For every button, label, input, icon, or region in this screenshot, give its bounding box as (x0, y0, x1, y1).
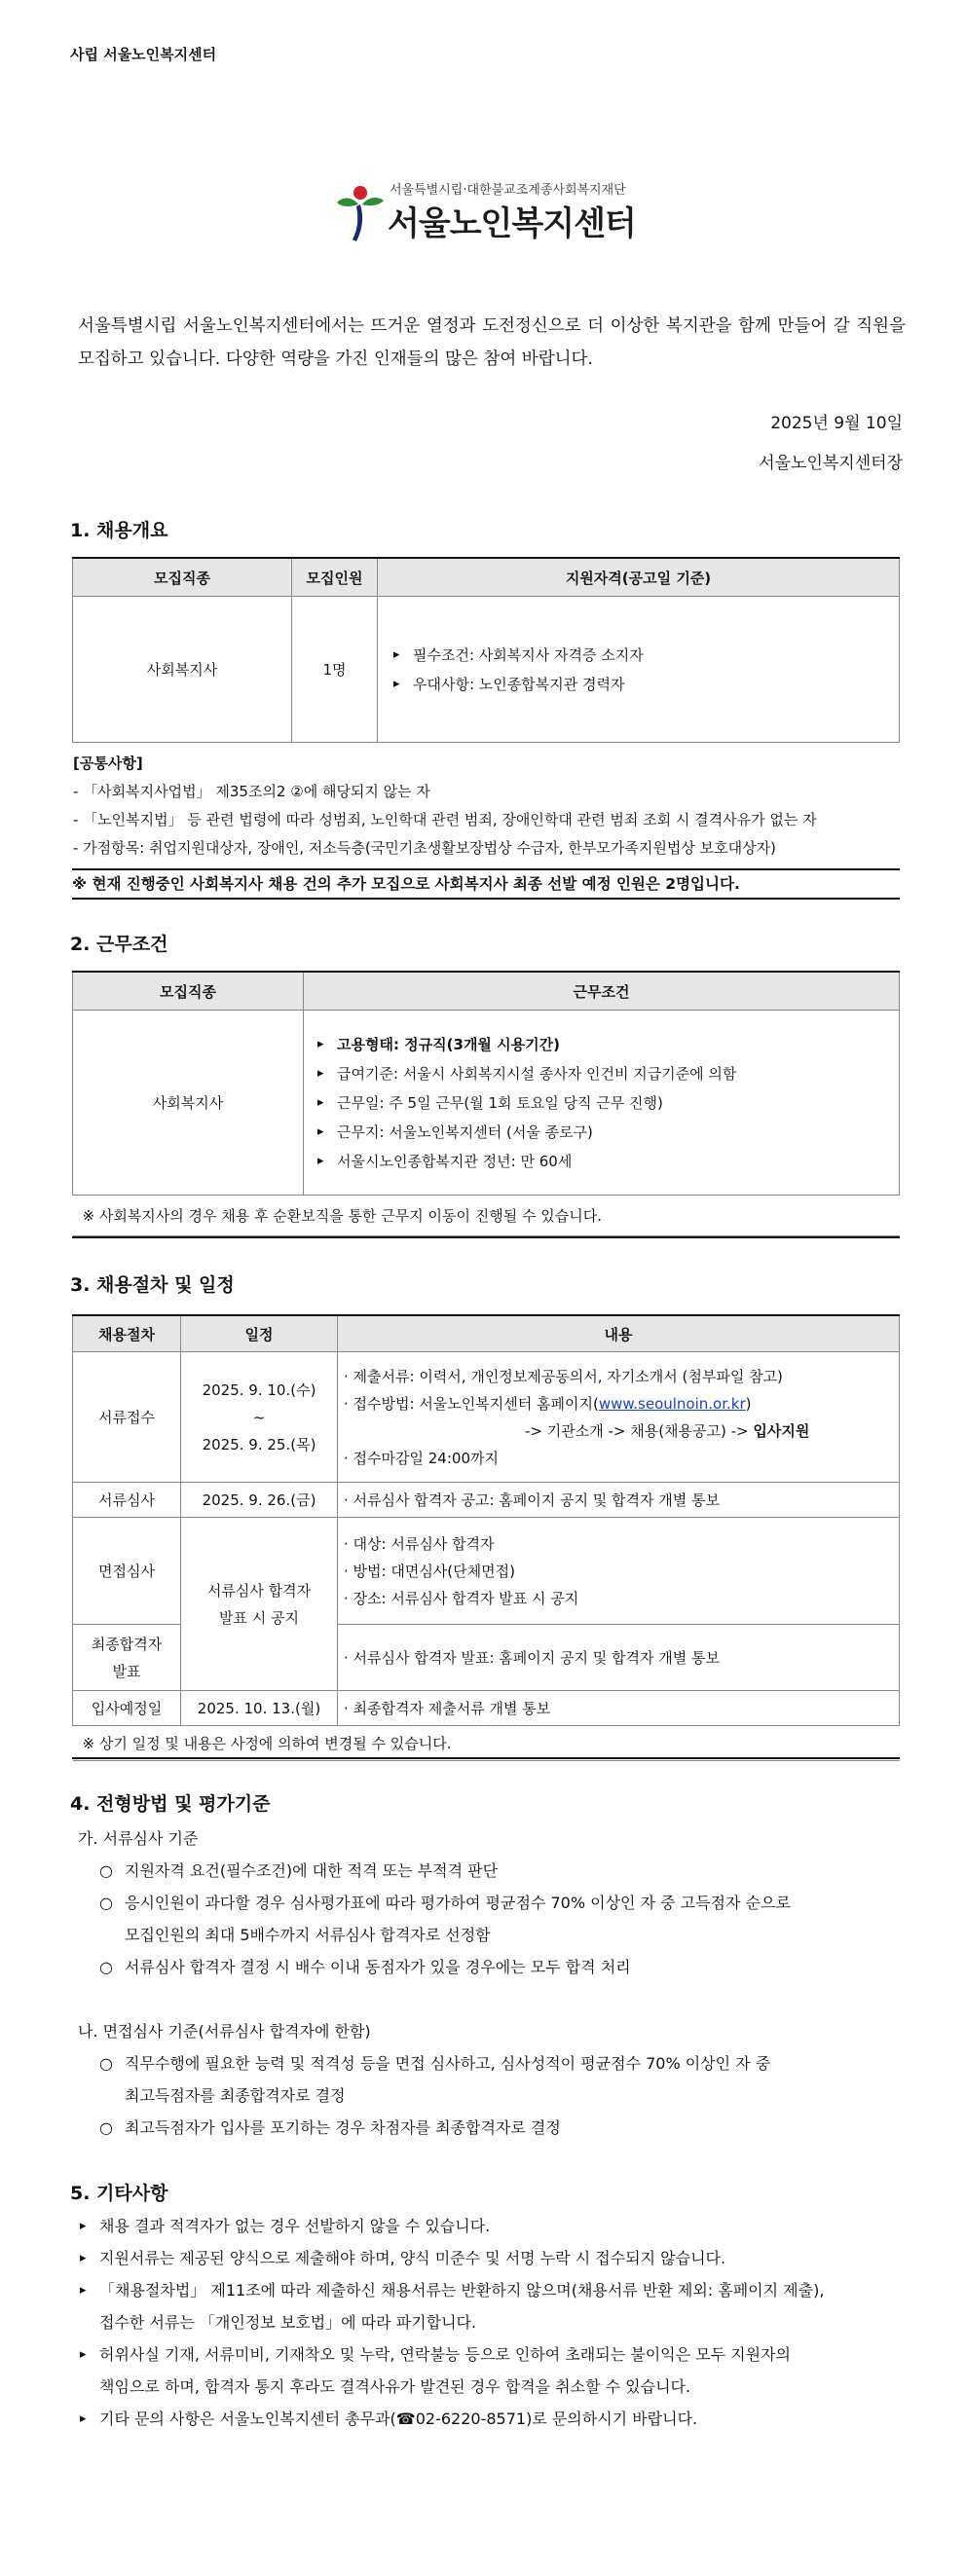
criteria-list (78, 1855, 906, 1983)
content-line: · 방법: 대면심사(단체면접) (344, 1562, 515, 1580)
step-line: 발표 (112, 1662, 141, 1680)
note-item: ▸ 채용 결과 적격자가 없는 경우 선발하지 않을 수 있습니다. (78, 2210, 906, 2242)
criteria-item-cont: 모집인원의 최대 5배수까지 서류심사 합격자로 선정함 (125, 1926, 491, 1944)
th-job: 모집직종 (73, 558, 292, 597)
common-item: - 가점항목: 취업지원대상자, 장애인, 저소득층(국민기초생활보장법상 수급자, 한부모가족지원법상 보호대상자) (73, 839, 776, 857)
qual-item: ▸ 우대사항: 노인종합복지관 경력자 (391, 670, 898, 699)
note-item (78, 2338, 906, 2403)
td-date (181, 1518, 338, 1691)
td-content: · 서류심사 합격자 공고: 홈페이지 공지 및 합격자 개별 통보 (338, 1483, 900, 1518)
qual-item: ▸ 필수조건: 사회복지사 자격증 소지자 (391, 641, 898, 670)
issuer: 서울노인복지센터장 (759, 454, 903, 473)
condition-item: ▸ 서울시노인종합복지관 정년: 만 60세 (316, 1147, 898, 1176)
th-content: 내용 (338, 1315, 900, 1352)
top-label: 사립 서울노인복지센터 (70, 46, 217, 63)
criteria-item: ○ 지원자격 요건(필수조건)에 대한 적격 또는 부적격 판단 (99, 1855, 906, 1887)
date-line: 발표 시 공지 (219, 1608, 299, 1627)
divider (72, 898, 900, 900)
section4-title: 4. 전형방법 및 평가기준 (70, 1793, 271, 1815)
td-content (338, 1352, 900, 1483)
content-line: · 장소: 서류심사 합격자 발표 시 공지 (344, 1589, 579, 1607)
section5-title: 5. 기타사항 (70, 2183, 168, 2204)
divider (72, 1236, 900, 1238)
logo (331, 175, 643, 253)
criteria-item: ○ 응시인원이 과다할 경우 심사평가표에 따라 평가하여 평균점수 70% 이상인 자 중 고득점자 순으로 (99, 1887, 906, 1919)
other-notes (78, 2210, 906, 2435)
td-step: 면접심사 (73, 1518, 181, 1625)
th-step: 채용절차 (73, 1315, 181, 1352)
td-content: · 서류심사 합격자 발표: 홈페이지 공지 및 합격자 개별 통보 (338, 1625, 900, 1691)
date-end: 2025. 9. 25.(목) (202, 1435, 316, 1454)
common-title: [공통사항] (73, 754, 143, 772)
td-content: · 최종합격자 제출서류 개별 통보 (338, 1691, 900, 1726)
divider (72, 1757, 900, 1759)
td-date (181, 1352, 338, 1483)
th-date: 일정 (181, 1315, 338, 1352)
th-job: 모집직종 (73, 972, 304, 1011)
td-step: 서류접수 (73, 1352, 181, 1483)
criteria-list (78, 2047, 906, 2144)
condition-item: ▸ 고용형태: 정규직(3개월 시용기간) (316, 1030, 898, 1059)
condition-item: ▸ 급여기준: 서울시 사회복지시설 종사자 인건비 지급기준에 의함 (316, 1059, 898, 1088)
note-line: 접수한 서류는 「개인정보 보호법」에 따라 파기합니다. (99, 2313, 477, 2332)
section1-title: 1. 채용개요 (70, 520, 168, 541)
td-job: 사회복지사 (73, 1011, 304, 1196)
content-line: · 접수마감일 24:00까지 (344, 1449, 499, 1467)
content-line (344, 1417, 898, 1445)
sub-title: 나. 면접심사 기준(서류심사 합격자에 한함) (78, 2022, 371, 2041)
th-qualification: 지원자격(공고일 기준) (378, 558, 900, 597)
note-item (78, 2274, 906, 2338)
intro-text: 서울특별시립 서울노인복지센터에서는 뜨거운 열정과 도전정신으로 더 이상한 복지관을 함께 만들어 갈 직원을 모집하고 있습니다. 다양한 역량을 가진 인재들의 많은 참여 바랍니다. (78, 316, 906, 369)
section3-title: 3. 채용절차 및 일정 (70, 1274, 235, 1296)
logo-subtitle: 서울특별시립·대한불교조계종사회복지재단 (390, 183, 626, 198)
condition-item: ▸ 근무지: 서울노인복지센터 (서울 종로구) (316, 1118, 898, 1147)
td-count: 1명 (292, 597, 378, 743)
section2-title: 2. 근무조건 (70, 934, 168, 955)
recruit-notice: ※ 현재 진행중인 사회복지사 채용 건의 추가 모집으로 사회복지사 최종 선발 예정 인원은 2명입니다. (72, 875, 740, 893)
td-step: 입사예정일 (73, 1691, 181, 1726)
text: · 접수방법: 서울노인복지센터 홈페이지( (344, 1394, 599, 1413)
evaluation-criteria (78, 1822, 906, 2144)
content-line: · 대상: 서류심사 합격자 (344, 1534, 495, 1553)
common-item: - 「노인복지법」 등 관련 법령에 따라 성범죄, 노인학대 관련 범죄, 장애인학대 관련 범죄 조회 시 결격사유가 없는 자 (73, 811, 817, 828)
notice-date: 2025년 9월 10일 (770, 414, 903, 433)
work-note: ※ 사회복지사의 경우 채용 후 순환보직을 통한 근무지 이동이 진행될 수 있습니다. (73, 1196, 900, 1236)
note-item: ▸ 지원서류는 제공된 양식으로 제출해야 하며, 양식 미준수 및 서명 누락 시 접수되지 않습니다. (78, 2242, 906, 2274)
td-job: 사회복지사 (73, 597, 292, 743)
td-content (338, 1518, 900, 1625)
apply-label: 입사지원 (753, 1421, 810, 1440)
logo-mark-icon (331, 175, 390, 253)
td-date: 2025. 10. 13.(월) (181, 1691, 338, 1726)
common-item: - 「사회복지사업법」 제35조의2 ②에 해당되지 않는 자 (73, 783, 430, 800)
recruit-overview-table (72, 557, 900, 743)
td-date: 2025. 9. 26.(금) (181, 1483, 338, 1518)
td-step: 서류심사 (73, 1483, 181, 1518)
th-count: 모집인원 (292, 558, 378, 597)
divider (72, 868, 900, 870)
content-line (344, 1390, 898, 1417)
text: ) (745, 1394, 752, 1413)
text: -> 기관소개 -> 채용(채용공고) -> (525, 1421, 754, 1440)
content-line: · 제출서류: 이력서, 개인정보제공동의서, 자기소개서 (첨부파일 참고) (344, 1367, 783, 1385)
td-qualifications (378, 597, 900, 743)
note-line: 책임으로 하며, 합격자 통지 후라도 결격사유가 발견된 경우 합격을 취소할 수 있습니다. (99, 2377, 691, 2396)
date-sep: ~ (252, 1408, 266, 1426)
sub-title: 가. 서류심사 기준 (78, 1829, 199, 1848)
schedule-table (72, 1314, 900, 1761)
note-line: ▸ 「채용절차법」 제11조에 따라 제출하신 채용서류는 반환하지 않으며(채용서류 반환 제외: 홈페이지 제출), (99, 2281, 825, 2300)
schedule-note: ※ 상기 일정 및 내용은 사정에 의하여 변경될 수 있습니다. (73, 1726, 900, 1761)
homepage-link[interactable]: www.seoulnoin.or.kr (598, 1394, 746, 1413)
step-line: 최종합격자 (91, 1635, 163, 1653)
th-conditions: 근무조건 (304, 972, 900, 1011)
td-step (73, 1625, 181, 1691)
criteria-item: ○ 최고득점자가 입사를 포기하는 경우 차점자를 최종합격자로 결정 (99, 2112, 906, 2144)
date-start: 2025. 9. 10.(수) (202, 1380, 316, 1399)
note-item: ▸ 기타 문의 사항은 서울노인복지센터 총무과(☎02-6220-8571)로 문의하시기 바랍니다. (78, 2403, 906, 2435)
td-conditions (304, 1011, 900, 1196)
note-line: ▸ 허위사실 기재, 서류미비, 기재착오 및 누락, 연락불능 등으로 인하여 초래되는 불이익은 모두 지원자의 (99, 2345, 791, 2364)
logo-title: 서울노인복지센터 (388, 204, 636, 243)
work-conditions-table (72, 971, 900, 1236)
criteria-item-cont: 최고득점자를 최종합격자로 결정 (125, 2086, 346, 2105)
criteria-item: ○ 서류심사 합격자 결정 시 배수 이내 동점자가 있을 경우에는 모두 합격 처리 (99, 1951, 906, 1983)
criteria-item: ○ 직무수행에 필요한 능력 및 적격성 등을 면접 심사하고, 심사성적이 평균점수 70% 이상인 자 중 (99, 2047, 906, 2079)
common-requirements (73, 750, 891, 863)
condition-item: ▸ 근무일: 주 5일 근무(월 1회 토요일 당직 근무 진행) (316, 1088, 898, 1118)
date-line: 서류심사 합격자 (206, 1581, 312, 1600)
